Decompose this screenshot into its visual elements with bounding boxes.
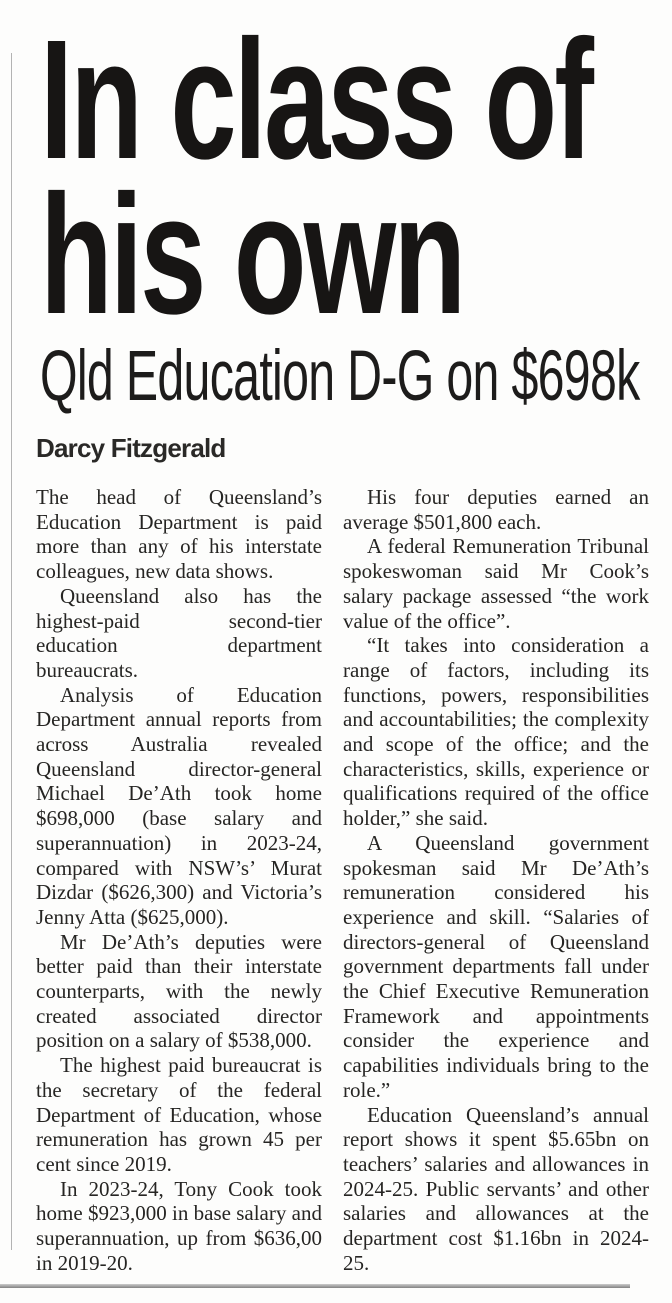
paragraph: His four deputies earned an average $501,800 each.: [343, 485, 649, 534]
paragraph: The highest paid bureaucrat is the secretary of the federal Department of Education, whose remuneration has grown 45 per cent since 2019.: [36, 1053, 322, 1176]
byline: Darcy Fitzgerald: [36, 433, 226, 463]
article-column-right: [343, 485, 649, 1276]
paragraph: A Queensland government spokesman said Mr De’Ath’s remuneration considered his experience and skill. “Salaries of directors-general of Queensland government departments fall under the Chief Executive Remuneration Framework and appointments consider the experience and capabilities individuals bring to the role.”: [343, 830, 649, 1102]
paragraph: Analysis of Education Department annual reports from across Australia revealed Queensland director-general Michael De’Ath took home $698,000 (base salary and superannuation) in 2023-24, compared with NSW’s’ Murat Dizdar ($626,300) and Victoria’s Jenny Atta ($625,000).: [36, 682, 322, 929]
article-body: [36, 485, 672, 1276]
paragraph: The head of Queensland’s Education Department is paid more than any of his interstate colleagues, new data shows.: [36, 485, 322, 584]
paragraph: Queensland also has the highest-paid second-tier education department bureaucrats.: [36, 583, 322, 682]
headline-line-2: his own: [40, 160, 464, 350]
left-edge-rule: [11, 53, 12, 1250]
paragraph: Mr De’Ath’s deputies were better paid than their interstate counterparts, with the newly created associated director position on a salary of $538,000.: [36, 929, 322, 1053]
article-subheadline: Qld Education D-G on $698k: [40, 337, 640, 416]
newspaper-page: [0, 5, 672, 1303]
paragraph: In 2023-24, Tony Cook took home $923,000 in base salary and superannuation, up from $636,00 in 2019-20.: [36, 1176, 322, 1275]
paragraph: A federal Remuneration Tribunal spokeswoman said Mr Cook’s salary package assessed “the work value of the office”.: [343, 534, 649, 633]
headline-line-1: In class of: [40, 5, 592, 195]
article-headline: [40, 5, 656, 350]
bottom-rule: [0, 1284, 630, 1288]
paragraph: “It takes into consideration a range of factors, including its functions, powers, responsibilities and accountabilities; the complexity and scope of the office; and the characteristics, skills, experience or qualifications required of the office holder,” she said.: [343, 633, 649, 831]
paragraph: Education Queensland’s annual report shows it spent $5.65bn on teachers’ salaries and allowances in 2024-25. Public servants’ and other salaries and allowances at the department cost $1.16bn in 2024-25.: [343, 1102, 649, 1275]
article-column-left: [36, 485, 322, 1276]
